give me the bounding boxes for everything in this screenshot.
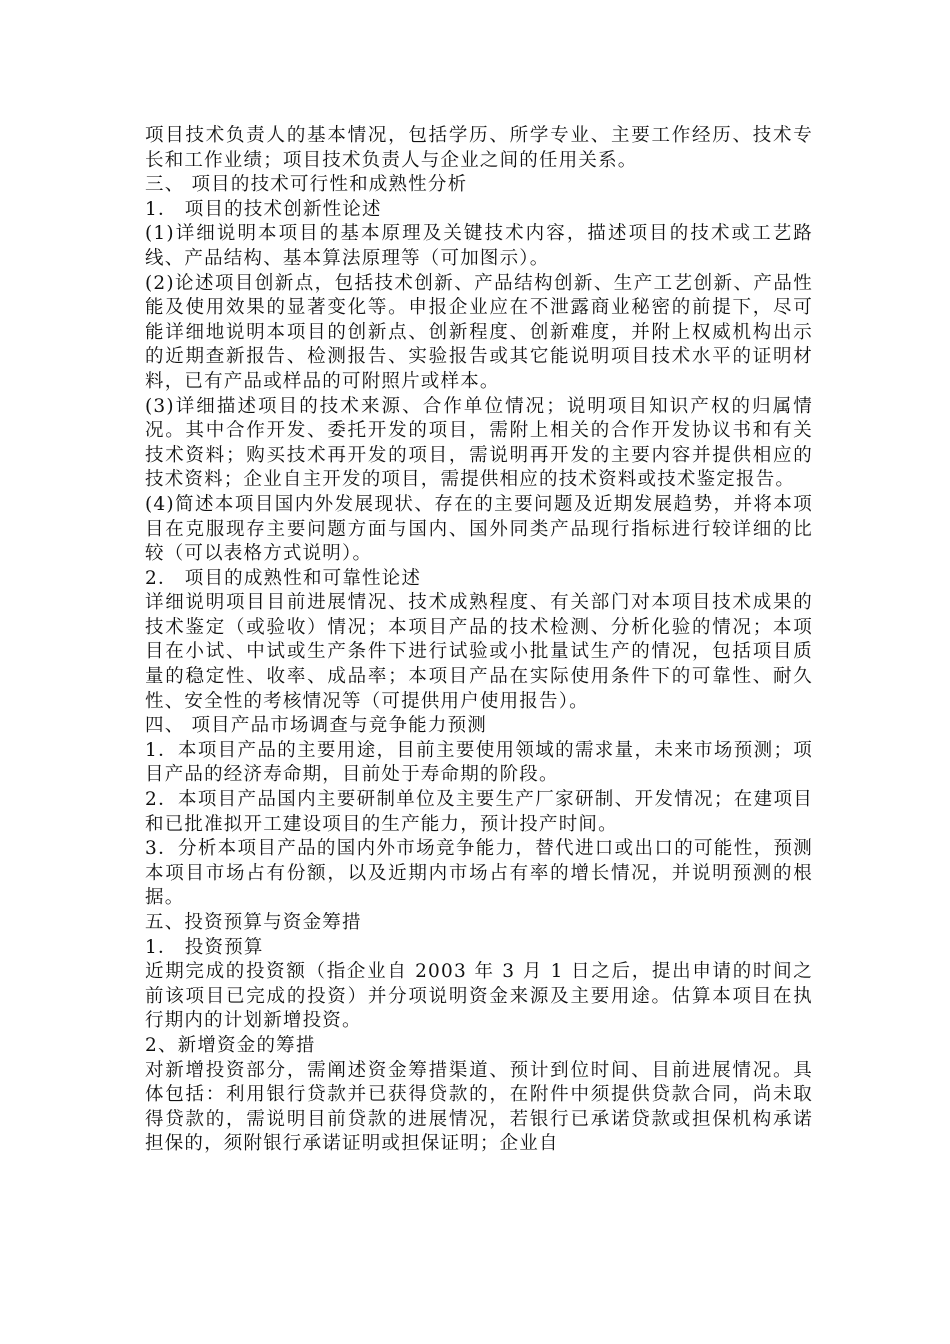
paragraph-4-3: 3．分析本项目产品的国内外市场竞争能力，替代进口或出口的可能性，预测本项目市场占有份额，以及近期内市场占有率的增长情况，并说明预测的根据。 <box>145 838 813 909</box>
paragraph-3-1-2: (2)论述项目创新点，包括技术创新、产品结构创新、生产工艺创新、产品性能及使用效果的显著变化等。申报企业应在不泄露商业秘密的前提下，尽可能详细地说明本项目的创新点、创新程度、创新难度，并附上权威机构出示的近期查新报告、检测报告、实验报告或其它能说明项目技术水平的证明材料，已有产品或样品的可附照片或样本。 <box>145 272 813 392</box>
paragraph-3-1-3: (3)详细描述项目的技术来源、合作单位情况；说明项目知识产权的归属情况。其中合作开发、委托开发的项目，需附上相关的合作开发协议书和有关技术资料；购买技术再开发的项目，需说明再开发的主要内容并提供相应的技术资料；企业自主开发的项目，需提供相应的技术资料或技术鉴定报告。 <box>145 395 813 491</box>
heading-5-1: 1． 投资预算 <box>145 936 264 958</box>
paragraph-5-1: 近期完成的投资额（指企业自 2003 年 3 月 1 日之后，提出申请的时间之前该项目已完成的投资）并分项说明资金来源及主要用途。估算本项目在执行期内的计划新增投资。 <box>145 961 813 1032</box>
document-page <box>145 124 813 1157</box>
heading-section-4: 四、 项目产品市场调查与竞争能力预测 <box>145 715 487 737</box>
paragraph-3-1-1: (1)详细说明本项目的基本原理及关键技术内容，描述项目的技术或工艺路线、产品结构、基本算法原理等（可加图示）。 <box>145 223 813 269</box>
paragraph-4-1: 1．本项目产品的主要用途，目前主要使用领域的需求量，未来市场预测；项目产品的经济寿命期，目前处于寿命期的阶段。 <box>145 739 813 786</box>
heading-section-5: 五、投资预算与资金筹措 <box>145 912 362 933</box>
paragraph-3-2: 详细说明项目目前进展情况、技术成熟程度、有关部门对本项目技术成果的技术鉴定（或验收）情况；本项目产品的技术检测、分析化验的情况；本项目在小试、中试或生产条件下进行试验或小批量试生产的情况，包括项目质量的稳定性、收率、成品率；本项目产品在实际使用条件下的可靠性、耐久性、安全性的考核情况等（可提供用户使用报告）。 <box>145 592 813 712</box>
paragraph-3-1-4: (4)简述本项目国内外发展现状、存在的主要问题及近期发展趋势，并将本项目在克服现存主要问题方面与国内、国外同类产品现行指标进行较详细的比较（可以表格方式说明）。 <box>145 493 813 565</box>
paragraph-5-2: 对新增投资部分，需阐述资金筹措渠道、预计到位时间、目前进展情况。具体包括：利用银行贷款并已获得贷款的，在附件中须提供贷款合同，尚未取得贷款的，需说明目前贷款的进展情况，若银行已承诺贷款或担保机构承诺担保的，须附银行承诺证明或担保证明；企业自 <box>145 1059 813 1155</box>
paragraph-4-2: 2．本项目产品国内主要研制单位及主要生产厂家研制、开发情况；在建项目和已批准拟开工建设项目的生产能力，预计投产时间。 <box>145 789 813 835</box>
heading-5-2: 2、新增资金的筹措 <box>145 1034 316 1056</box>
heading-section-3: 三、 项目的技术可行性和成熟性分析 <box>145 174 468 196</box>
heading-3-1: 1． 项目的技术创新性论述 <box>145 198 382 220</box>
heading-3-2: 2． 项目的成熟性和可靠性论述 <box>145 567 422 589</box>
paragraph-tech-lead: 项目技术负责人的基本情况，包括学历、所学专业、主要工作经历、技术专长和工作业绩；项目技术负责人与企业之间的任用关系。 <box>145 125 813 171</box>
